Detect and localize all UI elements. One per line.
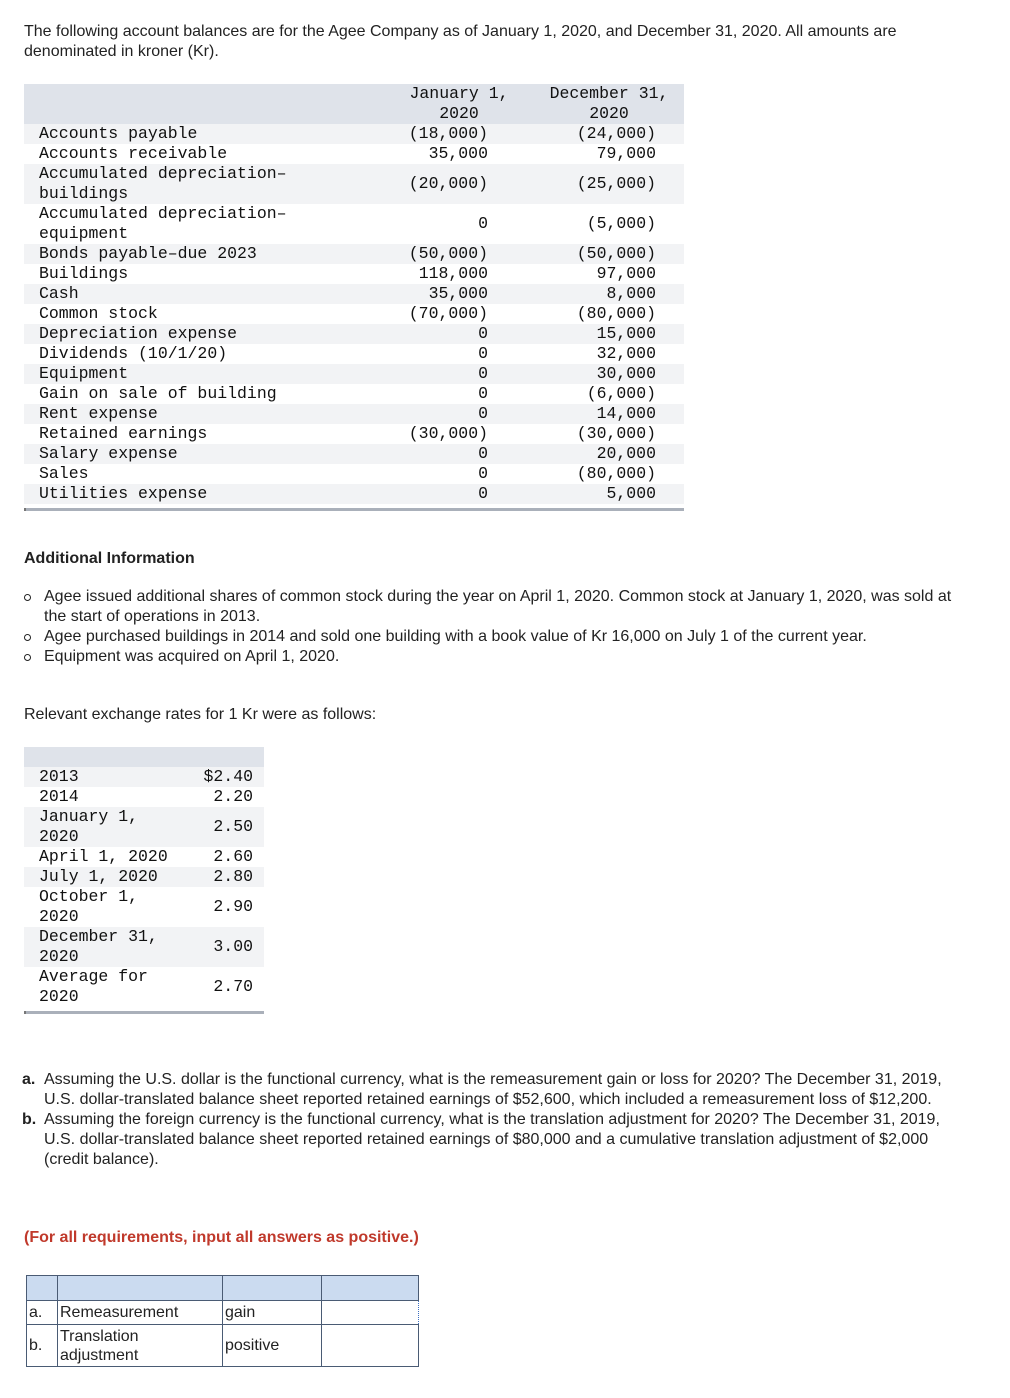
account-name: Utilities expense xyxy=(39,484,208,503)
table-row xyxy=(24,887,264,927)
jan-value: 0 xyxy=(478,444,488,463)
rate-value: 2.20 xyxy=(213,787,253,806)
bullet-icon xyxy=(24,654,31,661)
dec-value: 20,000 xyxy=(596,444,656,463)
account-name: Bonds payable–due 2023 xyxy=(39,244,257,263)
jan-value: 35,000 xyxy=(428,144,488,163)
account-name: Sales xyxy=(39,464,89,483)
rate-date: January 1, 2020 xyxy=(39,807,139,846)
dec-value: (50,000) xyxy=(576,244,656,263)
answer-row-b xyxy=(27,1325,419,1367)
jan-value: 0 xyxy=(478,364,488,383)
jan-value: 0 xyxy=(478,324,488,343)
jan-value: 0 xyxy=(478,404,488,423)
rate-value: $2.40 xyxy=(203,767,253,786)
account-name: Depreciation expense xyxy=(39,324,238,343)
answer-table xyxy=(26,1275,419,1367)
table-row xyxy=(24,124,684,144)
table-row xyxy=(24,847,264,867)
rate-date: April 1, 2020 xyxy=(39,847,168,866)
rate-value: 2.60 xyxy=(213,847,253,866)
table-row xyxy=(24,767,264,787)
list-item: Agee purchased buildings in 2014 and sold one building with a book value of Kr 16,000 on July 1 of the current year. xyxy=(24,627,974,647)
question-b: b. Assuming the foreign currency is the functional currency, what is the translation adjustment for 2020? The December 31, 2019, U.S. dollar-translated balance sheet reported retained earnings of $80,000 and a cumulative translation adjustment of $2,000 (credit balance). xyxy=(22,1111,940,1168)
balances-header xyxy=(24,84,684,124)
dec-value: 30,000 xyxy=(596,364,656,383)
account-name: Retained earnings xyxy=(39,424,208,443)
table-row xyxy=(24,344,684,364)
jan-value: (20,000) xyxy=(408,174,488,193)
jan-value: 0 xyxy=(478,484,488,503)
rate-value: 3.00 xyxy=(213,937,253,956)
table-row xyxy=(24,424,684,444)
account-name: Buildings xyxy=(39,264,129,283)
gain-loss-select[interactable]: gain xyxy=(223,1301,322,1325)
jan-value: (50,000) xyxy=(408,244,488,263)
list-item: Equipment was acquired on April 1, 2020. xyxy=(24,647,974,667)
dec-value: 32,000 xyxy=(596,344,656,363)
rate-date: 2014 xyxy=(39,787,79,806)
row-letter: a. xyxy=(27,1301,58,1325)
account-name: Accounts payable xyxy=(39,124,198,143)
table-row xyxy=(24,787,264,807)
dec-value: (80,000) xyxy=(576,304,656,323)
rates-intro: Relevant exchange rates for 1 Kr were as follows: xyxy=(24,706,377,723)
dec-value: (5,000) xyxy=(586,214,656,233)
row-label: Remeasurement xyxy=(58,1301,223,1325)
table-row xyxy=(24,464,684,484)
table-row xyxy=(24,204,684,244)
bullet-icon xyxy=(24,594,31,601)
rate-date: July 1, 2020 xyxy=(39,867,158,886)
jan-value: (70,000) xyxy=(408,304,488,323)
jan-value: 35,000 xyxy=(428,284,488,303)
table-row xyxy=(24,284,684,304)
table-row xyxy=(24,867,264,887)
account-name: Accumulated depreciation– equipment xyxy=(39,204,287,243)
rate-date: Average for 2020 xyxy=(39,967,148,1006)
row-label: Translation adjustment xyxy=(58,1325,223,1367)
rate-date: December 31, 2020 xyxy=(39,927,158,966)
account-name: Rent expense xyxy=(39,404,158,423)
dec-value: 8,000 xyxy=(606,284,656,303)
col-dec-header: December 31, 2020 xyxy=(549,84,669,123)
account-name: Salary expense xyxy=(39,444,178,463)
question-a: a. Assuming the U.S. dollar is the functional currency, what is the remeasurement gain or loss for 2020? The December 31, 2019, U.S. dollar-translated balance sheet reported retained earnings of $52,600, which included a remeasurement loss of $12,200. xyxy=(22,1071,942,1108)
account-name: Dividends (10/1/20) xyxy=(39,344,228,363)
balances-table xyxy=(24,84,684,511)
table-row xyxy=(24,244,684,264)
table-row xyxy=(24,324,684,344)
dec-value: (30,000) xyxy=(576,424,656,443)
dec-value: (80,000) xyxy=(576,464,656,483)
dec-value: (25,000) xyxy=(576,174,656,193)
table-row xyxy=(24,384,684,404)
col-jan-header: January 1, 2020 xyxy=(409,84,509,123)
dec-value: 15,000 xyxy=(596,324,656,343)
account-name: Cash xyxy=(39,284,79,303)
dec-value: 97,000 xyxy=(596,264,656,283)
table-bottom-rule xyxy=(24,508,684,511)
additional-info-heading: Additional Information xyxy=(24,550,195,567)
table-row xyxy=(24,404,684,424)
table-row xyxy=(24,444,684,464)
translation-amount-input[interactable] xyxy=(322,1325,419,1367)
jan-value: 0 xyxy=(478,384,488,403)
table-row xyxy=(24,264,684,284)
account-name: Gain on sale of building xyxy=(39,384,277,403)
rate-value: 2.50 xyxy=(213,817,253,836)
jan-value: 0 xyxy=(478,214,488,233)
exchange-rates-table xyxy=(24,747,264,1014)
jan-value: 0 xyxy=(478,464,488,483)
instruction-text: (For all requirements, input all answers as positive.) xyxy=(24,1229,419,1246)
account-name: Equipment xyxy=(39,364,129,383)
table-row xyxy=(24,304,684,324)
account-name: Accumulated depreciation– buildings xyxy=(39,164,287,203)
table-row xyxy=(24,144,684,164)
rate-value: 2.70 xyxy=(213,977,253,996)
answer-row-a xyxy=(27,1301,419,1325)
answer-header-row xyxy=(27,1276,419,1301)
jan-value: (30,000) xyxy=(408,424,488,443)
intro-text: The following account balances are for the Agee Company as of January 1, 2020, and December 31, 2020. All amounts are denominated in kroner (Kr). xyxy=(24,23,897,60)
dec-value: 79,000 xyxy=(596,144,656,163)
rate-date: October 1, 2020 xyxy=(39,887,139,926)
table-row xyxy=(24,967,264,1007)
dec-value: (6,000) xyxy=(586,384,656,403)
rate-value: 2.90 xyxy=(213,897,253,916)
account-name: Accounts receivable xyxy=(39,144,228,163)
table-row xyxy=(24,364,684,384)
dec-value: (24,000) xyxy=(576,124,656,143)
row-letter: b. xyxy=(27,1325,58,1367)
rate-value: 2.80 xyxy=(213,867,253,886)
positive-negative-select[interactable]: positive xyxy=(223,1325,322,1367)
table-bottom-rule xyxy=(24,1011,264,1014)
table-row xyxy=(24,164,684,204)
jan-value: 118,000 xyxy=(418,264,488,283)
account-name: Common stock xyxy=(39,304,158,323)
additional-info-list xyxy=(24,587,974,667)
dec-value: 5,000 xyxy=(606,484,656,503)
jan-value: 0 xyxy=(478,344,488,363)
jan-value: (18,000) xyxy=(408,124,488,143)
rates-header xyxy=(24,747,264,767)
table-row xyxy=(24,807,264,847)
questions xyxy=(22,1070,972,1170)
bullet-icon xyxy=(24,634,31,641)
list-item: Agee issued additional shares of common stock during the year on April 1, 2020. Common stock at January 1, 2020, was sold at the start of operations in 2013. xyxy=(24,587,974,627)
rate-date: 2013 xyxy=(39,767,79,786)
dec-value: 14,000 xyxy=(596,404,656,423)
remeasurement-amount-input[interactable] xyxy=(322,1301,419,1325)
table-row xyxy=(24,484,684,504)
table-row xyxy=(24,927,264,967)
